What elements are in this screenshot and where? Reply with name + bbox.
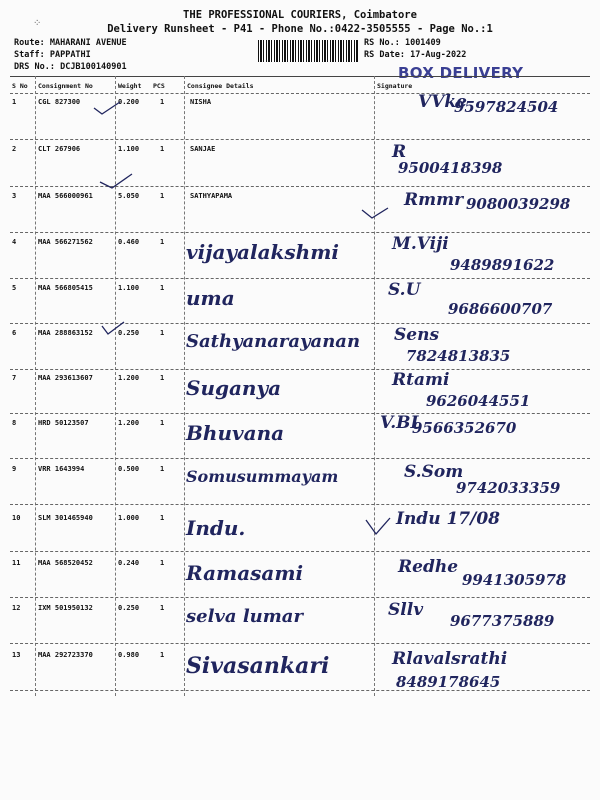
row-divider — [10, 323, 590, 324]
signature: V.BL — [380, 413, 423, 433]
pcs-cell: 1 — [160, 329, 165, 337]
consignment-cell: MAA 566805415 — [38, 284, 93, 292]
signature: Sllv — [388, 600, 424, 620]
consignee-handwritten: selva lumar — [186, 606, 303, 627]
rs-date-line — [364, 50, 466, 60]
row-divider — [10, 186, 590, 187]
table-row — [10, 234, 590, 278]
consignment-cell: CLT 267906 — [38, 145, 81, 153]
consignee-handwritten: vijayalakshmi — [186, 240, 339, 264]
pcs-cell: 1 — [160, 465, 165, 473]
phone-number: 9489891622 — [450, 256, 555, 274]
row-divider — [10, 232, 590, 233]
check-mark-icon — [360, 204, 390, 222]
table-row — [10, 280, 590, 323]
consignment-cell: IXM 501950132 — [38, 604, 93, 612]
pcs-cell: 1 — [160, 559, 165, 567]
pcs-cell: 1 — [160, 514, 165, 522]
consignee-handwritten: Indu. — [186, 516, 246, 540]
table-row — [10, 192, 590, 232]
sno-cell: 1 — [12, 98, 17, 106]
signature: R — [392, 142, 407, 162]
table-row — [10, 651, 590, 690]
weight-cell: 0.460 — [118, 238, 140, 246]
phone-number: 9080039298 — [466, 195, 571, 213]
company-title: THE PROFESSIONAL COURIERS, Coimbatore — [183, 9, 417, 21]
phone-number: 9597824504 — [454, 98, 559, 116]
weight-cell: 0.250 — [118, 604, 140, 612]
col-header-consignee: Consignee Details — [187, 82, 254, 90]
consignee-handwritten: Bhuvana — [186, 421, 285, 445]
consignment-cell: MAA 566271562 — [38, 238, 93, 246]
row-divider — [10, 504, 590, 505]
table-row — [10, 325, 590, 369]
row-divider — [10, 643, 590, 644]
consignment-cell: SLM 301465940 — [38, 514, 93, 522]
consignment-cell: CGL 827300 — [38, 98, 81, 106]
check-mark-icon — [98, 172, 134, 190]
rs-date-value: 17-Aug-2022 — [410, 50, 467, 60]
sno-cell: 6 — [12, 329, 17, 337]
col-header-pcs: PCS — [153, 82, 165, 90]
sno-cell: 13 — [12, 651, 21, 659]
signature: VVke — [418, 92, 467, 112]
check-mark-icon — [100, 320, 126, 336]
pcs-cell: 1 — [160, 374, 165, 382]
rs-date-label: RS Date: — [364, 50, 405, 60]
box-delivery-stamp: BOX DELIVERY — [398, 64, 524, 82]
consignee-handwritten: Sivasankari — [186, 653, 330, 679]
check-mark-icon — [364, 516, 392, 538]
consignee-handwritten: Ramasami — [186, 561, 304, 585]
row-divider — [10, 458, 590, 459]
pcs-cell: 1 — [160, 651, 165, 659]
pcs-cell: 1 — [160, 284, 165, 292]
signature: Rlavalsrathi — [392, 649, 508, 669]
consignment-cell: VRR 1643994 — [38, 465, 85, 473]
sno-cell: 12 — [12, 604, 21, 612]
table-row — [10, 370, 590, 413]
weight-cell: 1.100 — [118, 284, 140, 292]
table-row — [10, 509, 590, 551]
sno-cell: 7 — [12, 374, 17, 382]
consignee-cell: NISHA — [190, 98, 212, 106]
table-row — [10, 413, 590, 458]
consignee-handwritten: Sathyanarayanan — [186, 331, 361, 352]
pcs-cell: 1 — [160, 192, 165, 200]
consignment-cell: MAA 566000961 — [38, 192, 93, 200]
weight-cell: 0.980 — [118, 651, 140, 659]
table-top-rule — [10, 76, 590, 77]
weight-cell: 1.200 — [118, 419, 140, 427]
route-value: MAHARANI AVENUE — [49, 38, 127, 48]
weight-cell: 1.200 — [118, 374, 140, 382]
phone-number: 9742033359 — [456, 479, 561, 497]
consignee-handwritten: Somusummayam — [186, 467, 339, 486]
signature: Indu 17/08 — [396, 509, 501, 529]
consignee-handwritten: uma — [186, 286, 235, 310]
rs-no-label: RS No.: — [364, 38, 400, 48]
row-divider — [10, 413, 590, 414]
sno-cell: 9 — [12, 465, 17, 473]
consignee-cell: SATHYAPAMA — [190, 192, 233, 200]
pcs-cell: 1 — [160, 145, 165, 153]
row-divider — [10, 278, 590, 279]
sno-cell: 4 — [12, 238, 17, 246]
scan-mark: ⁘ — [33, 18, 42, 29]
col-header-signature: Signature — [377, 82, 413, 90]
phone-number: 8489178645 — [396, 673, 501, 691]
consignment-cell: MAA 293613607 — [38, 374, 93, 382]
phone-number: 9626044551 — [426, 392, 531, 410]
weight-cell: 1.000 — [118, 514, 140, 522]
table-row — [10, 559, 590, 597]
phone-number: 9941305978 — [462, 571, 567, 589]
col-header-consignment: Consignment No — [38, 82, 93, 90]
weight-cell: 0.240 — [118, 559, 140, 567]
sno-cell: 2 — [12, 145, 17, 153]
signature: Sens — [394, 325, 440, 345]
signature: Redhe — [398, 557, 459, 577]
staff-line — [14, 50, 91, 60]
table-row — [10, 142, 590, 186]
signature: S.U — [388, 280, 421, 300]
col-header-weight: Weight — [118, 82, 142, 90]
sno-cell: 11 — [12, 559, 21, 567]
pcs-cell: 1 — [160, 238, 165, 246]
consignment-cell: MAA 292723370 — [38, 651, 93, 659]
signature: S.Som — [404, 462, 464, 482]
sno-cell: 10 — [12, 514, 21, 522]
pcs-cell: 1 — [160, 604, 165, 612]
drs-line — [14, 62, 127, 72]
phone-number: 9566352670 — [412, 419, 517, 437]
signature: Rmmr — [404, 190, 464, 210]
consignment-cell: HRD 50123507 — [38, 419, 89, 427]
weight-cell: 0.200 — [118, 98, 140, 106]
staff-label: Staff: — [14, 50, 45, 60]
consignee-handwritten: Suganya — [186, 376, 282, 400]
signature: Rtami — [392, 370, 450, 390]
drs-label: DRS No.: — [14, 62, 55, 72]
row-divider — [10, 139, 590, 140]
consignment-cell: MAA 288863152 — [38, 329, 93, 337]
phone-number: 9677375889 — [450, 612, 555, 630]
phone-number: 9500418398 — [398, 159, 503, 177]
check-mark-icon — [92, 100, 122, 116]
weight-cell: 5.050 — [118, 192, 140, 200]
pcs-cell: 1 — [160, 98, 165, 106]
rs-no-value: 1001409 — [404, 38, 441, 48]
phone-number: 7824813835 — [406, 347, 511, 365]
table-row — [10, 462, 590, 504]
barcode — [258, 40, 358, 62]
route-line — [14, 38, 127, 48]
weight-cell: 0.500 — [118, 465, 140, 473]
phone-number: 9686600707 — [448, 300, 553, 318]
row-divider — [10, 551, 590, 552]
row-divider — [10, 369, 590, 370]
row-divider — [10, 690, 590, 691]
row-divider — [10, 597, 590, 598]
weight-cell: 1.100 — [118, 145, 140, 153]
table-header-rule — [10, 93, 590, 94]
drs-value: DCJB100140901 — [60, 62, 127, 72]
col-header-sno: S No — [12, 82, 28, 90]
weight-cell: 0.250 — [118, 329, 140, 337]
pcs-cell: 1 — [160, 419, 165, 427]
rs-no-line — [364, 38, 441, 48]
consignment-cell: MAA 568520452 — [38, 559, 93, 567]
sno-cell: 5 — [12, 284, 17, 292]
consignee-cell: SANJAE — [190, 145, 216, 153]
sno-cell: 8 — [12, 419, 17, 427]
runsheet-title: Delivery Runsheet - P41 - Phone No.:0422-3505555 - Page No.:1 — [107, 23, 493, 35]
table-row — [10, 600, 590, 643]
route-label: Route: — [14, 38, 45, 48]
sno-cell: 3 — [12, 192, 17, 200]
signature: M.Viji — [392, 234, 449, 254]
staff-value: PAPPATHI — [49, 50, 91, 60]
